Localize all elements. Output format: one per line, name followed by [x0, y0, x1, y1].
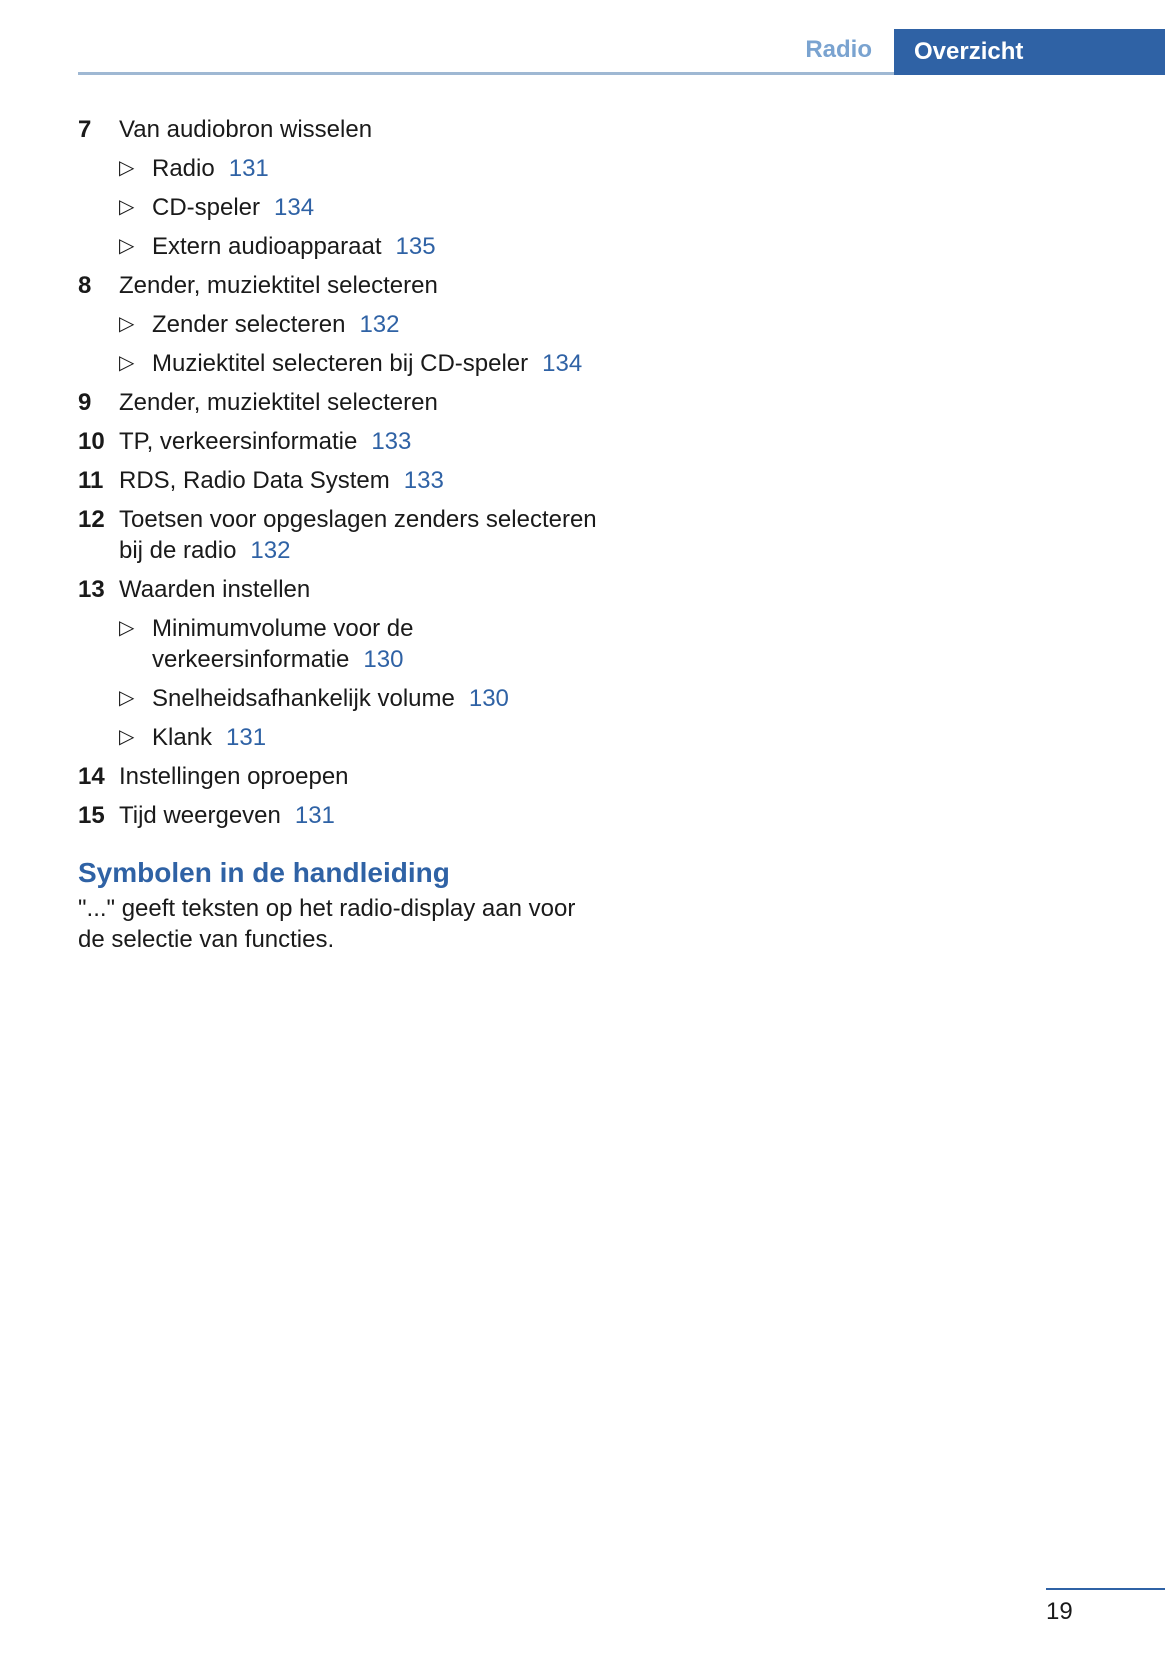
header-divider — [78, 72, 894, 75]
sub-item-text: Radio — [152, 155, 215, 182]
item-text: Van audiobron wisselen — [119, 116, 373, 143]
sub-item-text: Minimumvolume voor de verkeersinformatie — [152, 615, 414, 673]
item-text-block — [119, 387, 598, 418]
item-text-block — [119, 504, 598, 566]
sub-list-item — [119, 153, 598, 184]
sub-item-text-block — [152, 722, 598, 753]
page-reference-link[interactable]: 135 — [395, 233, 436, 260]
item-text: RDS, Radio Data System — [119, 467, 390, 494]
page-content — [78, 114, 598, 955]
sub-item-text-block — [152, 309, 598, 340]
item-number: 10 — [78, 428, 105, 455]
item-text-block — [119, 574, 598, 605]
page-reference-link[interactable]: 132 — [250, 537, 291, 564]
item-number: 9 — [78, 389, 92, 416]
page-reference-link[interactable]: 134 — [274, 194, 315, 221]
page-reference-link[interactable]: 131 — [226, 724, 267, 751]
list-item — [78, 270, 598, 301]
item-number: 13 — [78, 576, 105, 603]
sub-item-text-block — [152, 192, 598, 223]
item-text: Instellingen oproepen — [119, 763, 349, 790]
sub-list-item — [119, 348, 598, 379]
list-item — [78, 504, 598, 566]
triangle-bullet-icon: ▷ — [119, 687, 135, 709]
sub-list-item — [119, 722, 598, 753]
item-text-block — [119, 761, 598, 792]
list-item — [78, 387, 598, 418]
sub-list-item — [119, 309, 598, 340]
sub-item-text-block — [152, 153, 598, 184]
page-reference-link[interactable]: 131 — [228, 155, 269, 182]
item-number: 12 — [78, 506, 105, 533]
item-text: TP, verkeersinformatie — [119, 428, 358, 455]
item-number: 14 — [78, 763, 105, 790]
page-reference-link[interactable]: 133 — [403, 467, 444, 494]
list-item — [78, 465, 598, 496]
page-reference-link[interactable]: 130 — [363, 646, 404, 673]
item-text-block — [119, 270, 598, 301]
section-paragraph: "..." geeft teksten op het radio-display aan voor de selectie van functies. — [78, 895, 576, 953]
triangle-bullet-icon: ▷ — [119, 235, 135, 257]
item-number: 15 — [78, 802, 105, 829]
sub-item-text: Klank — [152, 724, 213, 751]
sub-item-text: Snelheidsafhankelijk volume — [152, 685, 455, 712]
sub-list-item — [119, 231, 598, 262]
header-chapter-tab: Overzicht — [894, 29, 1165, 75]
item-text-block — [119, 114, 598, 145]
list-item — [78, 426, 598, 457]
item-number: 7 — [78, 116, 92, 143]
list-item — [78, 114, 598, 145]
sub-item-text-block — [152, 683, 598, 714]
sub-item-text: Muziektitel selecteren bij CD-speler — [152, 350, 529, 377]
sub-item-text: Extern audioapparaat — [152, 233, 382, 260]
list-item — [78, 761, 598, 792]
item-number: 8 — [78, 272, 92, 299]
triangle-bullet-icon: ▷ — [119, 726, 135, 748]
item-text: Waarden instellen — [119, 576, 311, 603]
header-section-title: Radio — [805, 36, 872, 63]
item-text: Toetsen voor opgeslagen zenders selecteren bij de radio — [119, 506, 597, 564]
page-reference-link[interactable]: 130 — [468, 685, 509, 712]
sub-item-text: Zender selecteren — [152, 311, 346, 338]
sub-item-text-block — [152, 613, 598, 675]
triangle-bullet-icon: ▷ — [119, 157, 135, 179]
sub-list-item — [119, 683, 598, 714]
triangle-bullet-icon: ▷ — [119, 196, 135, 218]
item-text: Tijd weergeven — [119, 802, 281, 829]
triangle-bullet-icon: ▷ — [119, 313, 135, 335]
triangle-bullet-icon: ▷ — [119, 352, 135, 374]
item-text: Zender, muziektitel selecteren — [119, 272, 438, 299]
item-text-block — [119, 800, 598, 831]
list-item — [78, 574, 598, 605]
item-number: 11 — [78, 467, 104, 494]
item-text: Zender, muziektitel selecteren — [119, 389, 438, 416]
sub-list-item — [119, 613, 598, 675]
page-number: 19 — [1046, 1598, 1073, 1625]
section-heading: Symbolen in de handleiding — [78, 857, 450, 888]
page-reference-link[interactable]: 131 — [294, 802, 335, 829]
triangle-bullet-icon: ▷ — [119, 617, 135, 639]
page-reference-link[interactable]: 134 — [542, 350, 583, 377]
list-item — [78, 800, 598, 831]
item-text-block — [119, 465, 598, 496]
footer-divider — [1046, 1588, 1165, 1590]
numbered-list — [78, 114, 598, 831]
page-reference-link[interactable]: 132 — [359, 311, 400, 338]
sub-item-text-block — [152, 348, 598, 379]
page-reference-link[interactable]: 133 — [371, 428, 412, 455]
sub-item-text: CD-speler — [152, 194, 261, 221]
sub-item-text-block — [152, 231, 598, 262]
item-text-block — [119, 426, 598, 457]
sub-list-item — [119, 192, 598, 223]
